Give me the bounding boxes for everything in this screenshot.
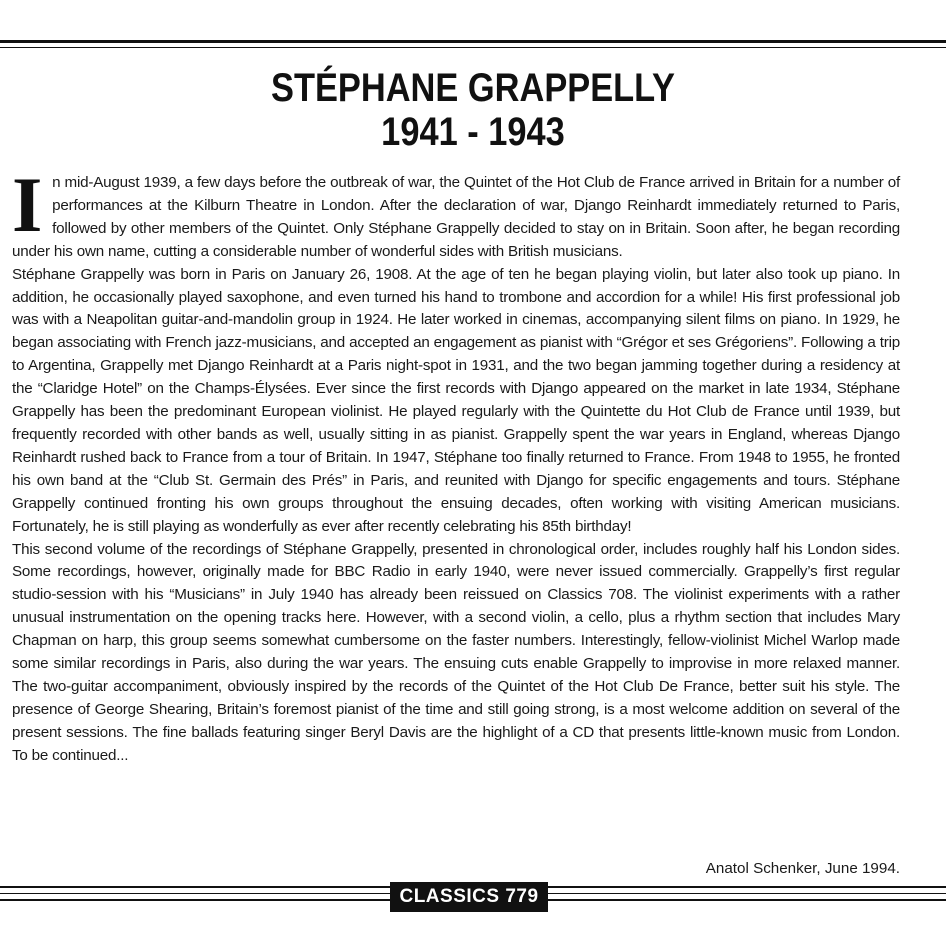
page-title [0, 66, 946, 154]
artist-name: STÉPHANE GRAPPELLY [271, 66, 675, 110]
paragraph-2: Stéphane Grappelly was born in Paris on January 26, 1908. At the age of ten he began playing violin, but later also took up piano. In addition, he occasionally played saxophone, and even turned his hand to trombone and accordion for a while! His first professional job was with a Neapolitan guitar-and-mandolin group in 1924. He later worked in cinemas, accompanying silent films on piano. In 1929, he began associating with French jazz-musicians, and accepted an engagement as pianist with “Grégor et ses Grégoriens”. Following a trip to Argentina, Grappelly met Django Reinhardt at a Paris night-spot in 1931, and the two began jamming together during a residency at the “Claridge Hotel” on the Champs-Élysées. Ever since the first records with Django appeared on the market in late 1934, Stéphane Grappelly has been the predominant European violinist. He played regularly with the Quintette du Hot Club de France until 1939, but frequently recorded with other bands as well, usually sitting in as pianist. Grappelly spent the war years in England, whereas Django Reinhardt rushed back to France from a tour of Britain. In 1947, Stéphane too finally returned to France. From 1948 to 1955, he fronted his own band at the “Club St. Germain des Prés” in Paris, and reunited with Django for specific engagements and tours. Stéphane Grappelly continued fronting his own groups throughout the ensuing decades, often working with visiting American musicians. Fortunately, he is still playing as wonderfully as ever after recently celebrating his 85th birthday! [12, 265, 900, 535]
paragraph-1-text: n mid-August 1939, a few days before the outbreak of war, the Quintet of the Hot Club de France arrived in Britain for a number of performances at the Kilburn Theatre in London. After the declaration of war, Django Reinhardt immediately returned to Paris, followed by other members of the Quintet. Only Stéphane Grappelly decided to stay on in Britain. Soon after, he began recording under his own name, cutting a considerable number of wonderful sides with British musicians. [12, 174, 900, 260]
liner-notes-body [12, 161, 900, 768]
author-signature: Anatol Schenker, June 1994. [705, 860, 900, 877]
paragraph-3: This second volume of the recordings of Stéphane Grappelly, presented in chronological order, includes roughly half his London sides. Some recordings, however, originally made for BBC Radio in early 1940, were never issued commercially. Grappelly’s first regular studio-session with his “Musicians” in July 1940 has already been reissued on Classics 708. The violinist experiments with a rather unusual instrumentation on the opening tracks here. However, with a second violin, a cello, plus a rhythm section that includes Mary Chapman on harp, this group seems somewhat cumbersome on the faster numbers. Interestingly, fellow-violinist Michel Warlop made some similar recordings in Paris, also during the war years. The ensuing cuts enable Grappelly to improvise in more relaxed manner. The two-guitar accompaniment, obviously inspired by the records of the Quintet of the Hot Club De France, better suit his style. The presence of George Shearing, Britain’s foremost pianist of the time and still going strong, is a most welcome addition on several of the present sessions. The fine ballads featuring singer Beryl Davis are the highlight of a CD that presents little-known music from London. To be continued... [12, 540, 900, 764]
top-rule-thick [0, 40, 946, 43]
year-range: 1941 - 1943 [381, 110, 565, 154]
paragraph-1 [12, 161, 900, 264]
drop-cap: I [12, 161, 43, 248]
top-rule-thin [0, 47, 946, 48]
catalog-badge: CLASSICS 779 [390, 882, 548, 912]
